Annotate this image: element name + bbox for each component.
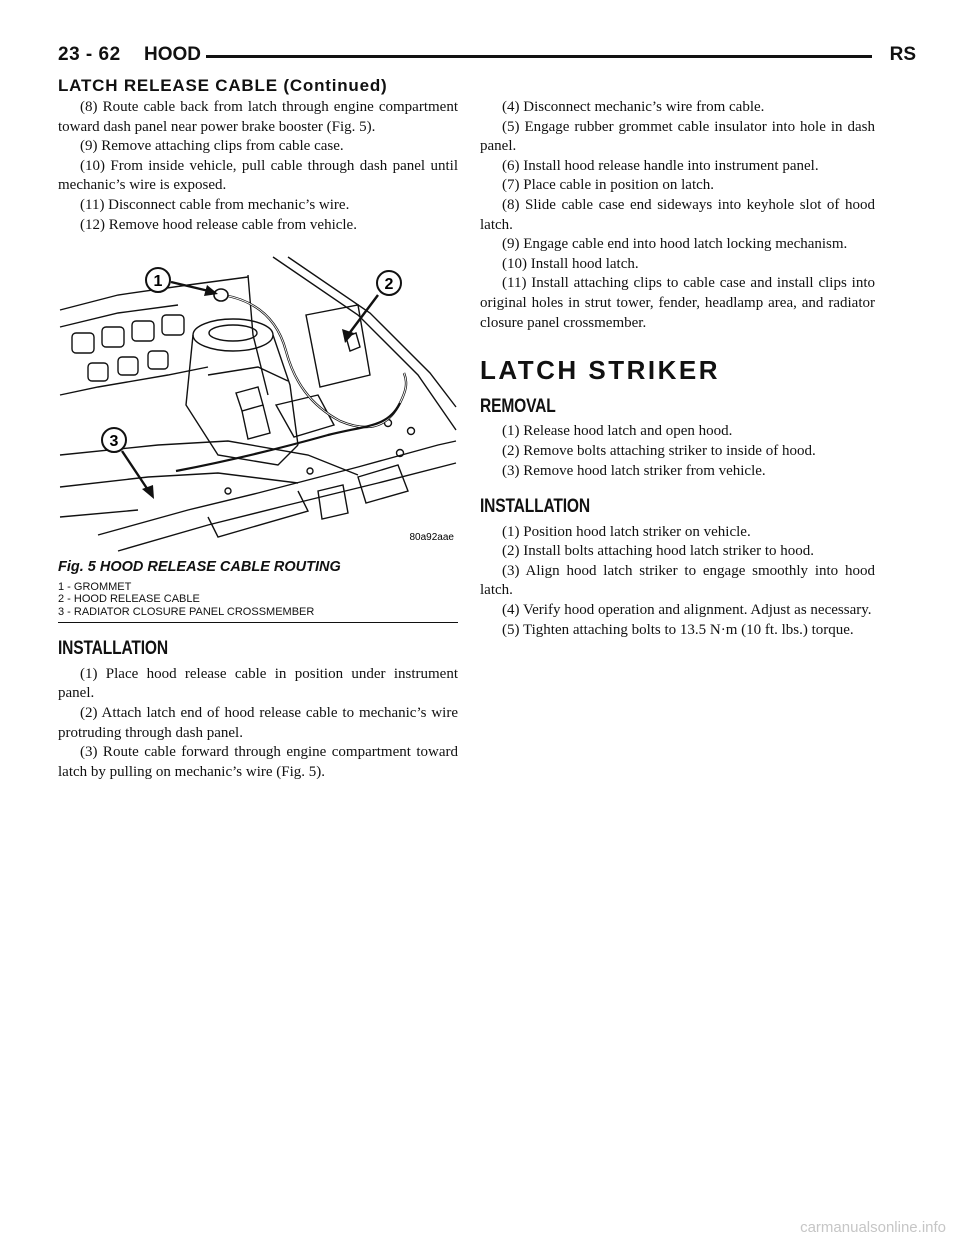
step-paragraph: (10) Install hood latch. xyxy=(502,255,639,272)
figure-legend xyxy=(58,581,458,619)
step-paragraph: (1) Release hood latch and open hood. xyxy=(502,423,733,440)
figure-caption: Fig. 5 HOOD RELEASE CABLE ROUTING xyxy=(58,559,341,576)
step-paragraph: (4) Verify hood operation and alignment. Adjust as necessary. xyxy=(502,602,872,619)
step-paragraph: (2) Attach latch end of hood release cable to mechanic’s wire protruding through dash panel. xyxy=(58,705,458,741)
callout-3: 3 xyxy=(109,433,119,451)
legend-item: 1 - GROMMET xyxy=(58,580,132,593)
step-paragraph: (9) Engage cable end into hood latch locking mechanism. xyxy=(502,236,848,253)
continued-title: LATCH RELEASE CABLE (Continued) xyxy=(58,76,388,95)
engine-compartment-drawing xyxy=(58,255,458,555)
removal-heading: REMOVAL xyxy=(480,395,556,417)
step-paragraph: (3) Remove hood latch striker from vehicle. xyxy=(502,462,766,479)
legend-item: 3 - RADIATOR CLOSURE PANEL CROSSMEMBER xyxy=(58,605,315,618)
right-column xyxy=(480,98,875,640)
callout-1: 1 xyxy=(153,273,163,291)
step-paragraph: (4) Disconnect mechanic’s wire from cable. xyxy=(502,99,765,115)
model-code: RS xyxy=(889,44,916,65)
step-paragraph: (3) Align hood latch striker to engage smoothly into hood latch. xyxy=(480,562,875,599)
step-paragraph: (7) Place cable in position on latch. xyxy=(502,177,715,194)
page-header xyxy=(58,44,916,70)
step-paragraph: (12) Remove hood release cable from vehicle. xyxy=(80,216,357,233)
figure-illustration xyxy=(58,255,458,555)
legend-item: 2 - HOOD RELEASE CABLE xyxy=(58,593,200,606)
page-number: 23 - 62 xyxy=(58,44,121,65)
step-paragraph: (1) Position hood latch striker on vehicle. xyxy=(502,523,751,540)
step-paragraph: (2) Remove bolts attaching striker to inside of hood. xyxy=(502,442,816,459)
step-paragraph: (2) Install bolts attaching hood latch striker to hood. xyxy=(502,543,815,560)
step-paragraph: (3) Route cable forward through engine compartment toward latch by pulling on mechanic’s wire (Fig. 5). xyxy=(58,744,458,780)
step-paragraph: (9) Remove attaching clips from cable case. xyxy=(80,138,344,155)
latch-striker-heading: LATCH STRIKER xyxy=(480,355,721,386)
step-paragraph: (6) Install hood release handle into instrument panel. xyxy=(502,157,819,174)
left-column xyxy=(58,98,458,782)
art-code: 80a92aae xyxy=(409,532,454,544)
installation-heading: INSTALLATION xyxy=(58,638,168,660)
header-rule xyxy=(206,55,872,58)
step-paragraph: (11) Disconnect cable from mechanic’s wire. xyxy=(80,196,350,213)
step-paragraph: (11) Install attaching clips to cable case and install clips into original holes in strut tower, fender, headlamp area, and radiator closure panel crossmember. xyxy=(480,275,875,331)
step-paragraph: (5) Engage rubber grommet cable insulator into hole in dash panel. xyxy=(480,118,875,155)
step-paragraph: (10) From inside vehicle, pull cable through dash panel until mechanic’s wire is exposed. xyxy=(58,157,458,194)
watermark-text: carmanualsonline.info xyxy=(800,1219,946,1236)
callout-2: 2 xyxy=(384,276,394,294)
step-paragraph: (8) Route cable back from latch through engine compartment toward dash panel near power brake booster (Fig. 5). xyxy=(58,99,458,135)
step-paragraph: (1) Place hood release cable in position under instrument panel. xyxy=(58,665,458,702)
section-name: HOOD xyxy=(144,44,201,65)
installation-heading: INSTALLATION xyxy=(480,496,590,518)
legend-rule xyxy=(58,622,458,623)
step-paragraph: (5) Tighten attaching bolts to 13.5 N·m (10 ft. lbs.) torque. xyxy=(502,621,854,638)
step-paragraph: (8) Slide cable case end sideways into keyhole slot of hood latch. xyxy=(480,196,875,233)
